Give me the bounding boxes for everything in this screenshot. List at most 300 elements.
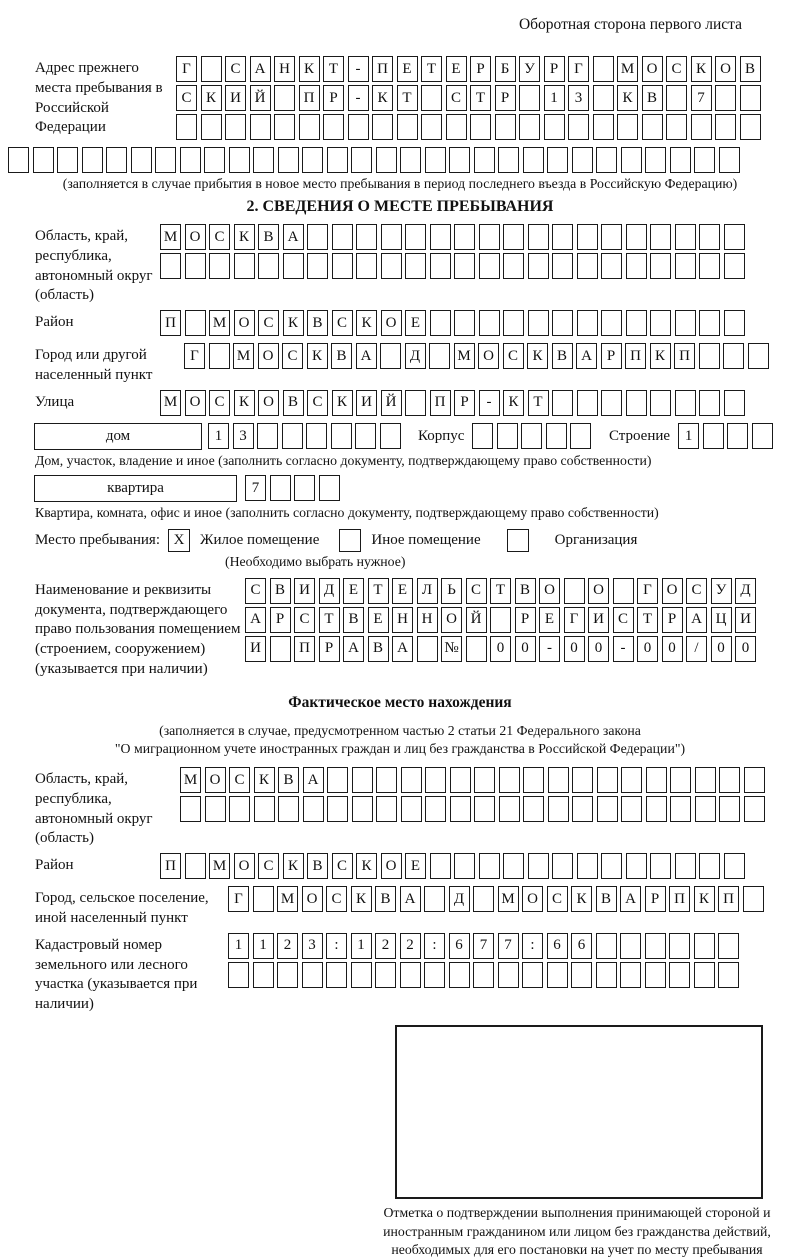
char-cell[interactable]: Д xyxy=(735,578,756,604)
char-cell[interactable] xyxy=(498,147,519,173)
char-cell[interactable] xyxy=(675,310,696,336)
char-cell[interactable]: 0 xyxy=(735,636,756,662)
char-cell[interactable]: С xyxy=(258,853,279,879)
char-cell[interactable] xyxy=(528,253,549,279)
char-cell[interactable]: Т xyxy=(470,85,491,111)
char-cell[interactable] xyxy=(82,147,103,173)
char-cell[interactable] xyxy=(425,767,446,793)
char-cell[interactable]: М xyxy=(277,886,298,912)
char-cell[interactable]: С xyxy=(332,853,353,879)
char-cell[interactable] xyxy=(306,423,327,449)
char-cell[interactable] xyxy=(601,390,622,416)
char-cell[interactable]: 2 xyxy=(277,933,298,959)
char-cell[interactable]: О xyxy=(205,767,226,793)
char-cell[interactable] xyxy=(57,147,78,173)
char-cell[interactable] xyxy=(352,767,373,793)
char-cell[interactable] xyxy=(528,224,549,250)
char-cell[interactable]: № xyxy=(441,636,462,662)
char-cell[interactable]: Р xyxy=(645,886,666,912)
char-cell[interactable] xyxy=(617,114,638,140)
char-cell[interactable] xyxy=(669,962,690,988)
char-cell[interactable] xyxy=(201,56,222,82)
char-cell[interactable]: К xyxy=(694,886,715,912)
char-cell[interactable] xyxy=(577,224,598,250)
char-cell[interactable]: - xyxy=(348,85,369,111)
checkbox-residential[interactable]: X xyxy=(168,529,190,552)
char-cell[interactable] xyxy=(724,253,745,279)
char-cell[interactable]: 7 xyxy=(498,933,519,959)
char-cell[interactable] xyxy=(421,85,442,111)
char-cell[interactable] xyxy=(497,423,518,449)
char-cell[interactable] xyxy=(229,796,250,822)
char-cell[interactable]: С xyxy=(209,390,230,416)
char-cell[interactable] xyxy=(472,423,493,449)
char-cell[interactable] xyxy=(572,796,593,822)
char-cell[interactable] xyxy=(401,767,422,793)
char-cell[interactable]: В xyxy=(258,224,279,250)
char-cell[interactable]: П xyxy=(430,390,451,416)
char-cell[interactable] xyxy=(626,310,647,336)
char-cell[interactable] xyxy=(695,796,716,822)
char-cell[interactable]: - xyxy=(613,636,634,662)
char-cell[interactable] xyxy=(405,390,426,416)
char-cell[interactable] xyxy=(699,343,720,369)
char-cell[interactable] xyxy=(376,767,397,793)
char-cell[interactable] xyxy=(601,853,622,879)
char-cell[interactable] xyxy=(225,114,246,140)
char-cell[interactable]: О xyxy=(715,56,736,82)
char-cell[interactable]: О xyxy=(441,607,462,633)
char-cell[interactable]: О xyxy=(381,853,402,879)
char-cell[interactable]: П xyxy=(372,56,393,82)
char-cell[interactable]: С xyxy=(229,767,250,793)
char-cell[interactable] xyxy=(499,767,520,793)
char-cell[interactable]: 7 xyxy=(473,933,494,959)
char-cell[interactable]: А xyxy=(303,767,324,793)
char-cell[interactable] xyxy=(425,147,446,173)
char-cell[interactable]: 0 xyxy=(564,636,585,662)
char-cell[interactable]: У xyxy=(519,56,540,82)
char-cell[interactable]: Г xyxy=(637,578,658,604)
char-cell[interactable]: К xyxy=(571,886,592,912)
char-cell[interactable] xyxy=(547,962,568,988)
char-cell[interactable] xyxy=(546,423,567,449)
char-cell[interactable]: В xyxy=(307,310,328,336)
char-cell[interactable]: 0 xyxy=(637,636,658,662)
char-cell[interactable] xyxy=(380,423,401,449)
char-cell[interactable] xyxy=(405,224,426,250)
char-cell[interactable]: Т xyxy=(397,85,418,111)
char-cell[interactable] xyxy=(160,253,181,279)
char-cell[interactable] xyxy=(723,343,744,369)
char-cell[interactable]: А xyxy=(686,607,707,633)
char-cell[interactable] xyxy=(258,253,279,279)
char-cell[interactable] xyxy=(381,253,402,279)
char-cell[interactable] xyxy=(277,962,298,988)
char-cell[interactable] xyxy=(528,310,549,336)
char-cell[interactable] xyxy=(229,147,250,173)
char-cell[interactable] xyxy=(620,962,641,988)
char-cell[interactable]: 3 xyxy=(233,423,254,449)
char-cell[interactable] xyxy=(450,796,471,822)
char-cell[interactable] xyxy=(274,114,295,140)
char-cell[interactable]: Т xyxy=(637,607,658,633)
char-cell[interactable] xyxy=(743,886,764,912)
char-cell[interactable]: : xyxy=(522,933,543,959)
char-cell[interactable] xyxy=(650,310,671,336)
char-cell[interactable]: С xyxy=(225,56,246,82)
char-cell[interactable]: Й xyxy=(250,85,271,111)
char-cell[interactable]: К xyxy=(234,224,255,250)
char-cell[interactable]: В xyxy=(278,767,299,793)
char-cell[interactable]: С xyxy=(503,343,524,369)
char-cell[interactable] xyxy=(450,767,471,793)
char-cell[interactable]: Ц xyxy=(711,607,732,633)
char-cell[interactable] xyxy=(740,85,761,111)
char-cell[interactable]: В xyxy=(642,85,663,111)
char-cell[interactable] xyxy=(474,767,495,793)
char-cell[interactable] xyxy=(564,578,585,604)
char-cell[interactable]: О xyxy=(234,310,255,336)
char-cell[interactable]: 1 xyxy=(544,85,565,111)
char-cell[interactable]: М xyxy=(454,343,475,369)
char-cell[interactable]: К xyxy=(691,56,712,82)
char-cell[interactable] xyxy=(699,253,720,279)
char-cell[interactable] xyxy=(348,114,369,140)
char-cell[interactable] xyxy=(521,423,542,449)
char-cell[interactable] xyxy=(699,310,720,336)
char-cell[interactable]: В xyxy=(740,56,761,82)
char-cell[interactable] xyxy=(372,114,393,140)
char-cell[interactable] xyxy=(528,853,549,879)
char-cell[interactable]: Й xyxy=(381,390,402,416)
char-cell[interactable]: С xyxy=(613,607,634,633)
char-cell[interactable] xyxy=(724,390,745,416)
char-cell[interactable]: Е xyxy=(343,578,364,604)
char-cell[interactable]: В xyxy=(343,607,364,633)
char-cell[interactable]: Т xyxy=(368,578,389,604)
char-cell[interactable] xyxy=(185,310,206,336)
char-cell[interactable]: : xyxy=(326,933,347,959)
char-cell[interactable] xyxy=(303,796,324,822)
char-cell[interactable] xyxy=(695,767,716,793)
char-cell[interactable]: О xyxy=(234,853,255,879)
char-cell[interactable] xyxy=(430,224,451,250)
char-cell[interactable] xyxy=(740,114,761,140)
char-cell[interactable]: И xyxy=(225,85,246,111)
char-cell[interactable] xyxy=(454,253,475,279)
char-cell[interactable] xyxy=(548,767,569,793)
char-cell[interactable] xyxy=(752,423,773,449)
char-cell[interactable] xyxy=(375,962,396,988)
char-cell[interactable] xyxy=(645,933,666,959)
char-cell[interactable] xyxy=(473,886,494,912)
char-cell[interactable]: Е xyxy=(539,607,560,633)
char-cell[interactable]: М xyxy=(617,56,638,82)
char-cell[interactable]: Д xyxy=(405,343,426,369)
char-cell[interactable]: Р xyxy=(601,343,622,369)
char-cell[interactable] xyxy=(270,636,291,662)
char-cell[interactable]: Д xyxy=(319,578,340,604)
char-cell[interactable] xyxy=(597,767,618,793)
char-cell[interactable] xyxy=(376,147,397,173)
char-cell[interactable] xyxy=(201,114,222,140)
char-cell[interactable] xyxy=(593,114,614,140)
char-cell[interactable]: А xyxy=(620,886,641,912)
char-cell[interactable] xyxy=(597,796,618,822)
char-cell[interactable]: С xyxy=(446,85,467,111)
char-cell[interactable] xyxy=(626,224,647,250)
char-cell[interactable] xyxy=(626,390,647,416)
char-cell[interactable]: Е xyxy=(397,56,418,82)
char-cell[interactable] xyxy=(250,114,271,140)
char-cell[interactable] xyxy=(356,224,377,250)
char-cell[interactable] xyxy=(327,796,348,822)
char-cell[interactable]: О xyxy=(302,886,323,912)
char-cell[interactable]: 1 xyxy=(678,423,699,449)
char-cell[interactable]: Е xyxy=(446,56,467,82)
char-cell[interactable] xyxy=(544,114,565,140)
char-cell[interactable]: Т xyxy=(528,390,549,416)
char-cell[interactable] xyxy=(424,886,445,912)
char-cell[interactable] xyxy=(253,886,274,912)
char-cell[interactable] xyxy=(596,962,617,988)
char-cell[interactable] xyxy=(294,475,315,501)
char-cell[interactable]: С xyxy=(326,886,347,912)
char-cell[interactable]: К xyxy=(332,390,353,416)
char-cell[interactable] xyxy=(278,796,299,822)
char-cell[interactable] xyxy=(323,114,344,140)
char-cell[interactable] xyxy=(299,114,320,140)
char-cell[interactable] xyxy=(253,147,274,173)
char-cell[interactable] xyxy=(719,767,740,793)
char-cell[interactable] xyxy=(552,853,573,879)
char-cell[interactable]: О xyxy=(539,578,560,604)
char-cell[interactable]: Р xyxy=(323,85,344,111)
char-cell[interactable]: 7 xyxy=(245,475,266,501)
char-cell[interactable]: П xyxy=(299,85,320,111)
char-cell[interactable]: 2 xyxy=(400,933,421,959)
char-cell[interactable] xyxy=(479,310,500,336)
char-cell[interactable] xyxy=(727,423,748,449)
char-cell[interactable] xyxy=(620,933,641,959)
char-cell[interactable] xyxy=(474,147,495,173)
char-cell[interactable] xyxy=(446,114,467,140)
char-cell[interactable]: / xyxy=(686,636,707,662)
char-cell[interactable]: С xyxy=(547,886,568,912)
char-cell[interactable]: 1 xyxy=(351,933,372,959)
char-cell[interactable] xyxy=(470,114,491,140)
char-cell[interactable]: В xyxy=(270,578,291,604)
char-cell[interactable]: Г xyxy=(176,56,197,82)
char-cell[interactable] xyxy=(645,962,666,988)
char-cell[interactable] xyxy=(522,962,543,988)
char-cell[interactable] xyxy=(670,147,691,173)
char-cell[interactable] xyxy=(397,114,418,140)
char-cell[interactable] xyxy=(270,475,291,501)
char-cell[interactable] xyxy=(421,114,442,140)
char-cell[interactable] xyxy=(552,310,573,336)
char-cell[interactable] xyxy=(601,253,622,279)
char-cell[interactable] xyxy=(724,853,745,879)
char-cell[interactable]: С xyxy=(466,578,487,604)
char-cell[interactable] xyxy=(479,253,500,279)
char-cell[interactable]: 6 xyxy=(571,933,592,959)
char-cell[interactable] xyxy=(694,147,715,173)
char-cell[interactable]: П xyxy=(669,886,690,912)
char-cell[interactable]: Н xyxy=(417,607,438,633)
char-cell[interactable] xyxy=(646,767,667,793)
char-cell[interactable] xyxy=(234,253,255,279)
char-cell[interactable]: А xyxy=(250,56,271,82)
char-cell[interactable]: Г xyxy=(184,343,205,369)
char-cell[interactable]: С xyxy=(307,390,328,416)
char-cell[interactable] xyxy=(282,423,303,449)
char-cell[interactable] xyxy=(228,962,249,988)
char-cell[interactable] xyxy=(429,343,450,369)
char-cell[interactable] xyxy=(621,147,642,173)
char-cell[interactable]: М xyxy=(498,886,519,912)
char-cell[interactable] xyxy=(552,224,573,250)
char-cell[interactable]: К xyxy=(372,85,393,111)
char-cell[interactable] xyxy=(670,767,691,793)
char-cell[interactable]: А xyxy=(576,343,597,369)
char-cell[interactable] xyxy=(283,253,304,279)
char-cell[interactable]: Б xyxy=(495,56,516,82)
char-cell[interactable] xyxy=(180,147,201,173)
char-cell[interactable] xyxy=(278,147,299,173)
char-cell[interactable] xyxy=(621,767,642,793)
char-cell[interactable]: К xyxy=(527,343,548,369)
char-cell[interactable]: И xyxy=(245,636,266,662)
char-cell[interactable] xyxy=(424,962,445,988)
char-cell[interactable] xyxy=(331,423,352,449)
char-cell[interactable]: 0 xyxy=(711,636,732,662)
char-cell[interactable]: - xyxy=(348,56,369,82)
char-cell[interactable]: 3 xyxy=(568,85,589,111)
char-cell[interactable]: Е xyxy=(405,853,426,879)
char-cell[interactable] xyxy=(490,607,511,633)
char-cell[interactable] xyxy=(675,224,696,250)
char-cell[interactable]: Л xyxy=(417,578,438,604)
char-cell[interactable]: В xyxy=(596,886,617,912)
char-cell[interactable] xyxy=(473,962,494,988)
char-cell[interactable]: В xyxy=(283,390,304,416)
char-cell[interactable] xyxy=(503,853,524,879)
char-cell[interactable] xyxy=(449,147,470,173)
char-cell[interactable] xyxy=(675,253,696,279)
char-cell[interactable] xyxy=(466,636,487,662)
char-cell[interactable]: У xyxy=(711,578,732,604)
char-cell[interactable] xyxy=(131,147,152,173)
char-cell[interactable] xyxy=(577,253,598,279)
char-cell[interactable] xyxy=(8,147,29,173)
char-cell[interactable] xyxy=(670,796,691,822)
char-cell[interactable] xyxy=(577,853,598,879)
char-cell[interactable] xyxy=(326,962,347,988)
char-cell[interactable] xyxy=(718,962,739,988)
char-cell[interactable] xyxy=(719,147,740,173)
char-cell[interactable] xyxy=(254,796,275,822)
char-cell[interactable] xyxy=(449,962,470,988)
char-cell[interactable]: И xyxy=(735,607,756,633)
char-cell[interactable]: 1 xyxy=(228,933,249,959)
char-cell[interactable] xyxy=(718,933,739,959)
char-cell[interactable]: Р xyxy=(470,56,491,82)
char-cell[interactable]: Р xyxy=(515,607,536,633)
char-cell[interactable] xyxy=(626,853,647,879)
char-cell[interactable] xyxy=(332,253,353,279)
char-cell[interactable]: К xyxy=(650,343,671,369)
char-cell[interactable] xyxy=(351,962,372,988)
char-cell[interactable]: О xyxy=(381,310,402,336)
char-cell[interactable] xyxy=(209,343,230,369)
char-cell[interactable]: С xyxy=(209,224,230,250)
char-cell[interactable]: И xyxy=(356,390,377,416)
char-cell[interactable] xyxy=(715,114,736,140)
char-cell[interactable] xyxy=(176,114,197,140)
char-cell[interactable] xyxy=(601,310,622,336)
char-cell[interactable]: 2 xyxy=(375,933,396,959)
char-cell[interactable]: К xyxy=(307,343,328,369)
char-cell[interactable] xyxy=(519,85,540,111)
char-cell[interactable] xyxy=(430,310,451,336)
char-cell[interactable] xyxy=(572,147,593,173)
char-cell[interactable] xyxy=(548,796,569,822)
char-cell[interactable] xyxy=(699,224,720,250)
char-cell[interactable]: О xyxy=(662,578,683,604)
char-cell[interactable] xyxy=(552,390,573,416)
char-cell[interactable] xyxy=(547,147,568,173)
char-cell[interactable]: Е xyxy=(368,607,389,633)
char-cell[interactable] xyxy=(352,796,373,822)
char-cell[interactable]: Г xyxy=(228,886,249,912)
char-cell[interactable]: К xyxy=(356,853,377,879)
char-cell[interactable] xyxy=(523,147,544,173)
char-cell[interactable]: Ь xyxy=(441,578,462,604)
char-cell[interactable] xyxy=(703,423,724,449)
char-cell[interactable]: С xyxy=(294,607,315,633)
char-cell[interactable] xyxy=(454,224,475,250)
char-cell[interactable]: К xyxy=(356,310,377,336)
char-cell[interactable] xyxy=(571,962,592,988)
char-cell[interactable]: О xyxy=(258,343,279,369)
char-cell[interactable] xyxy=(351,147,372,173)
char-cell[interactable]: В xyxy=(307,853,328,879)
char-cell[interactable] xyxy=(577,310,598,336)
char-cell[interactable] xyxy=(381,224,402,250)
char-cell[interactable]: А xyxy=(343,636,364,662)
char-cell[interactable] xyxy=(523,796,544,822)
char-cell[interactable]: П xyxy=(625,343,646,369)
char-cell[interactable] xyxy=(523,767,544,793)
char-cell[interactable] xyxy=(748,343,769,369)
char-cell[interactable]: О xyxy=(522,886,543,912)
char-cell[interactable]: А xyxy=(245,607,266,633)
char-cell[interactable] xyxy=(355,423,376,449)
checkbox-organization[interactable] xyxy=(507,529,529,552)
char-cell[interactable]: К xyxy=(617,85,638,111)
char-cell[interactable]: М xyxy=(209,853,230,879)
char-cell[interactable]: Е xyxy=(392,578,413,604)
char-cell[interactable]: А xyxy=(400,886,421,912)
char-cell[interactable] xyxy=(613,578,634,604)
char-cell[interactable]: Г xyxy=(568,56,589,82)
char-cell[interactable]: 0 xyxy=(490,636,511,662)
char-cell[interactable]: И xyxy=(294,578,315,604)
char-cell[interactable] xyxy=(642,114,663,140)
char-cell[interactable] xyxy=(666,114,687,140)
